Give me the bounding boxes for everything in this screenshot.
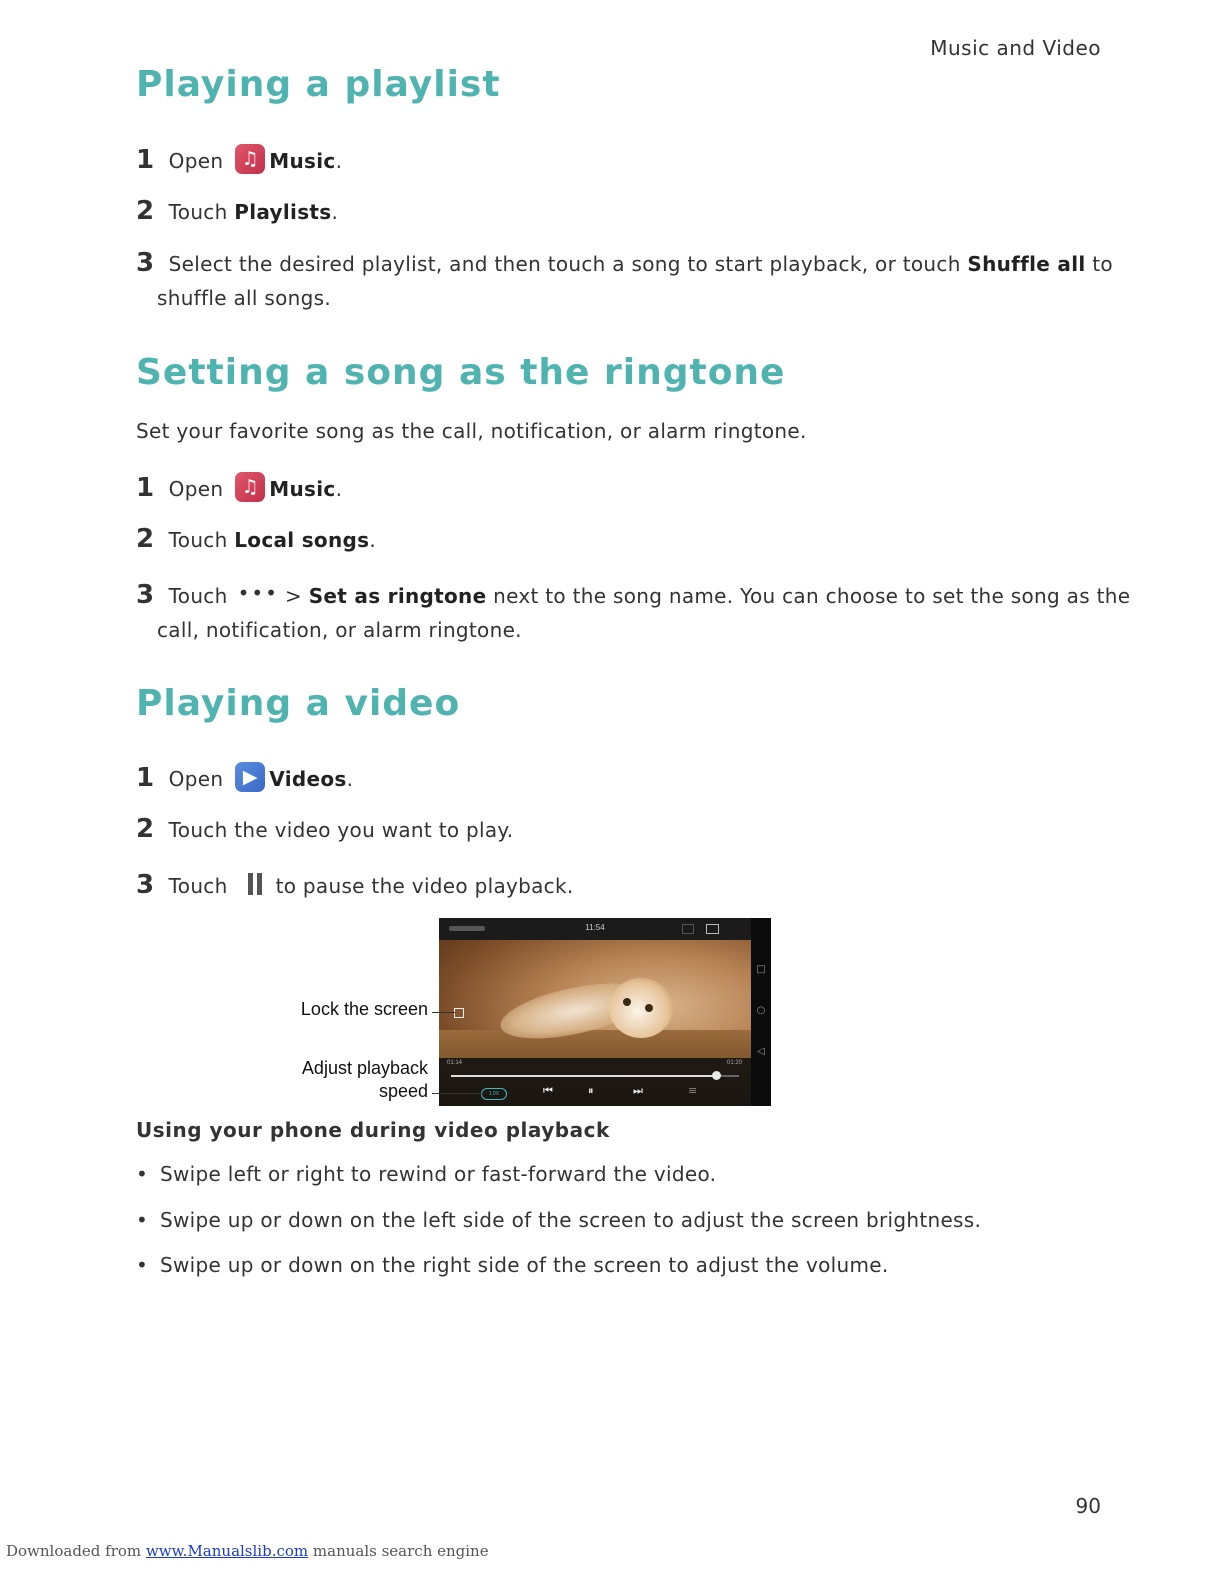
- menu-label: Local songs: [234, 528, 370, 552]
- ringtone-step-2: [136, 524, 376, 554]
- step-end: .: [335, 149, 343, 173]
- step-text: Open: [168, 477, 224, 501]
- step-text: Touch: [168, 874, 228, 898]
- app-name: Videos: [269, 767, 347, 791]
- footer: [6, 1542, 489, 1560]
- kitten-eye-right: [645, 1004, 653, 1012]
- step-text: Touch the video you want to play.: [168, 818, 514, 842]
- bullet-icon: •: [136, 1253, 149, 1277]
- menu-label: Shuffle all: [967, 252, 1086, 276]
- footer-suffix: manuals search engine: [312, 1542, 489, 1560]
- playlist-menu-icon[interactable]: ≡: [688, 1084, 698, 1097]
- callout-playback-speed-line1: Adjust playback: [301, 1058, 428, 1078]
- nav-bar: [751, 918, 771, 1106]
- subheading-during-playback: Using your phone during video playback: [136, 1118, 610, 1142]
- step-number: 3: [136, 870, 155, 900]
- step-end: next to the song name. You can choose to set the song as the: [493, 584, 1131, 608]
- step-end: .: [331, 200, 339, 224]
- callout-lock-screen: Lock the screen: [300, 999, 428, 1019]
- pause-icon: [244, 873, 266, 895]
- screenshot-icon: [682, 924, 694, 934]
- video-step-3: [136, 870, 574, 900]
- home-icon[interactable]: ○: [756, 1005, 766, 1016]
- step-number: 2: [136, 814, 155, 844]
- speed-label: 1.0X: [488, 1091, 500, 1097]
- step-end: .: [346, 767, 354, 791]
- progress-fill: [451, 1075, 716, 1077]
- ringtone-intro: Set your favorite song as the call, notification, or alarm ringtone.: [136, 419, 807, 443]
- app-name: Music: [269, 149, 336, 173]
- playlist-step-3-cont: shuffle all songs.: [157, 286, 332, 310]
- pause-icon[interactable]: ⏸: [588, 1084, 594, 1097]
- playlist-step-3: [136, 248, 1113, 278]
- kitten-eye-left: [623, 998, 631, 1006]
- menu-label: Set as ringtone: [308, 584, 487, 608]
- bullet-item: [136, 1208, 981, 1232]
- page-number: 90: [1075, 1494, 1101, 1518]
- separator: >: [284, 584, 303, 608]
- step-text: Open: [168, 767, 224, 791]
- more-icon: •••: [237, 581, 279, 605]
- heading-playing-video: Playing a video: [136, 683, 461, 724]
- ringtone-step-1: [136, 472, 342, 503]
- chapter-header: Music and Video: [930, 36, 1101, 60]
- step-end: to: [1092, 252, 1113, 276]
- video-step-2: [136, 814, 513, 844]
- step-number: 2: [136, 196, 155, 226]
- manualslib-link[interactable]: www.Manualslib.com: [145, 1542, 309, 1560]
- bullet-text: Swipe up or down on the left side of the screen to adjust the screen brightness.: [160, 1208, 982, 1232]
- step-number: 3: [136, 580, 155, 610]
- heading-playing-playlist: Playing a playlist: [136, 64, 501, 105]
- step-end: to pause the video playback.: [275, 874, 574, 898]
- leader-line-lock: [432, 1012, 455, 1013]
- ringtone-step-3: [136, 580, 1130, 610]
- elapsed-time: 01:14: [447, 1060, 463, 1066]
- bullet-icon: •: [136, 1162, 149, 1186]
- callout-playback-speed-line2: speed: [378, 1081, 428, 1101]
- heading-ringtone: Setting a song as the ringtone: [136, 352, 786, 393]
- ringtone-step-3-cont: call, notification, or alarm ringtone.: [157, 618, 522, 642]
- bullet-item: [136, 1162, 716, 1186]
- playlist-step-1: [136, 144, 342, 175]
- step-text: Touch: [168, 584, 228, 608]
- progress-knob[interactable]: [712, 1071, 721, 1080]
- step-text: Select the desired playlist, and then touch a song to start playback, or touch: [168, 252, 961, 276]
- status-time: 11:54: [585, 923, 605, 932]
- total-duration: 01:20: [727, 1060, 743, 1066]
- music-app-icon: ♫: [235, 472, 265, 502]
- kitten-head: [609, 978, 673, 1038]
- cast-icon: [706, 924, 719, 934]
- blurred-title: [449, 926, 485, 931]
- video-player-screenshot: [439, 918, 771, 1106]
- music-app-icon: ♫: [235, 144, 265, 174]
- bullet-item: [136, 1253, 889, 1277]
- videos-app-icon: ▶: [235, 762, 265, 792]
- bullet-text: Swipe up or down on the right side of the screen to adjust the volume.: [160, 1253, 889, 1277]
- previous-icon[interactable]: ⏮: [543, 1084, 553, 1097]
- step-number: 2: [136, 524, 155, 554]
- step-end: .: [369, 528, 376, 552]
- video-step-1: [136, 762, 353, 793]
- step-text: Touch: [168, 200, 228, 224]
- step-text: Open: [168, 149, 224, 173]
- bullet-text: Swipe left or right to rewind or fast-forward the video.: [160, 1162, 717, 1186]
- next-icon[interactable]: ⏭: [633, 1084, 643, 1097]
- bullet-icon: •: [136, 1208, 149, 1232]
- menu-label: Playlists: [234, 200, 332, 224]
- lock-screen-icon[interactable]: [454, 1008, 464, 1018]
- footer-prefix: Downloaded from: [6, 1542, 142, 1560]
- app-name: Music: [269, 477, 336, 501]
- playback-speed-button[interactable]: [481, 1088, 507, 1100]
- step-end: .: [335, 477, 343, 501]
- step-number: 1: [136, 763, 155, 793]
- step-text: Touch: [168, 528, 228, 552]
- step-number: 1: [136, 145, 155, 175]
- leader-line-speed: [432, 1093, 484, 1094]
- recent-apps-icon[interactable]: □: [756, 964, 766, 975]
- step-number: 1: [136, 473, 155, 503]
- playlist-step-2: [136, 196, 338, 226]
- back-icon[interactable]: ◁: [757, 1046, 765, 1057]
- step-number: 3: [136, 248, 155, 278]
